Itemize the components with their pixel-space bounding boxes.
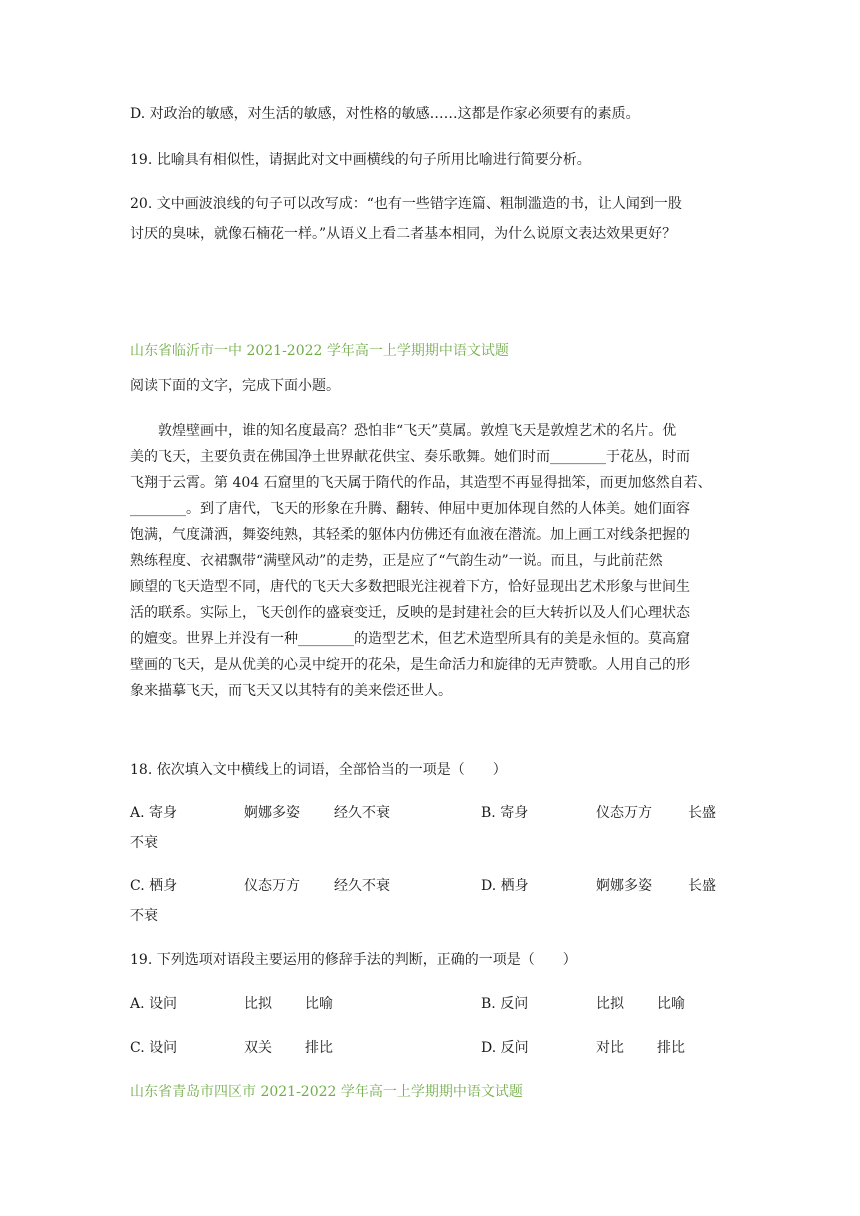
question-20-line-1: 20. 文中画波浪线的句子可以改写成：“也有一些错字连篇、粗制滥造的书，让人闻到一股 bbox=[130, 196, 682, 212]
q18-option-d-wrap: 不衰 bbox=[130, 908, 158, 924]
q18-option-b-word-3: 长盛 bbox=[688, 805, 716, 821]
q19-option-d-word-3: 排比 bbox=[657, 1040, 685, 1056]
question-19-stem: 19. 下列选项对语段主要运用的修辞手法的判断，正确的一项是（ ） bbox=[130, 952, 577, 968]
q18-option-b-label: B. 寄身 bbox=[481, 805, 529, 821]
passage-line: 饱满，气度潇洒，舞姿纯熟，其轻柔的躯体内仿佛还有血液在潜流。加上画工对线条把握的 bbox=[130, 527, 690, 543]
q19-option-c-word-2: 双关 bbox=[244, 1040, 272, 1056]
q19-option-b-word-2: 比拟 bbox=[596, 996, 624, 1012]
option-d-text: D. 对政治的敏感，对生活的敏感，对性格的敏感……这都是作家必须要有的素质。 bbox=[130, 106, 640, 122]
q19-option-c-label: C. 设问 bbox=[130, 1040, 178, 1056]
reading-instruction: 阅读下面的文字，完成下面小题。 bbox=[130, 378, 340, 394]
question-18-stem: 18. 依次填入文中横线上的词语，全部恰当的一项是（ ） bbox=[130, 762, 507, 778]
q19-option-b-word-3: 比喻 bbox=[657, 996, 685, 1012]
q18-option-a-word-3: 经久不衰 bbox=[334, 805, 390, 821]
q19-option-b-label: B. 反问 bbox=[481, 996, 529, 1012]
q18-option-c-word-3: 经久不衰 bbox=[334, 878, 390, 894]
q18-option-d-word-2: 婀娜多姿 bbox=[596, 878, 652, 894]
q19-option-a-label: A. 设问 bbox=[130, 996, 178, 1012]
q19-option-d-label: D. 反问 bbox=[481, 1040, 529, 1056]
q19-option-d-word-2: 对比 bbox=[596, 1040, 624, 1056]
source-heading-qingdao: 山东省青岛市四区市 2021-2022 学年高一上学期期中语文试题 bbox=[130, 1084, 523, 1100]
q19-option-a-word-2: 比拟 bbox=[244, 996, 272, 1012]
q18-option-c-label: C. 栖身 bbox=[130, 878, 178, 894]
passage-line: ________。到了唐代，飞天的形象在升腾、翻转、伸屈中更加体现自然的人体美。她们面容 bbox=[130, 501, 690, 517]
passage-line: 美的飞天，主要负责在佛国净土世界献花供宝、奏乐歌舞。她们时而________于花丛，时而 bbox=[130, 449, 690, 465]
question-19-text: 19. 比喻具有相似性，请据此对文中画横线的句子所用比喻进行简要分析。 bbox=[130, 152, 591, 168]
passage-line: 熟练程度、衣裙飘带“满壁风动”的走势，正是应了“气韵生动”一说。而且，与此前茫然 bbox=[130, 553, 663, 569]
q19-option-a-word-3: 比喻 bbox=[305, 996, 333, 1012]
passage-line: 顾望的飞天造型不同，唐代的飞天大多数把眼光注视着下方，恰好显现出艺术形象与世间生 bbox=[130, 579, 690, 595]
q18-option-d-label: D. 栖身 bbox=[481, 878, 529, 894]
passage-line: 壁画的飞天，是从优美的心灵中绽开的花朵，是生命活力和旋律的无声赞歌。人用自己的形 bbox=[130, 657, 690, 673]
source-heading-linyi: 山东省临沂市一中 2021-2022 学年高一上学期期中语文试题 bbox=[130, 343, 509, 359]
reading-passage bbox=[130, 418, 730, 704]
q18-option-d-word-3: 长盛 bbox=[688, 878, 716, 894]
q18-option-b-word-2: 仪态万方 bbox=[596, 805, 652, 821]
passage-line: 的嬗变。世界上并没有一种________的造型艺术，但艺术造型所具有的美是永恒的。莫高窟 bbox=[130, 631, 690, 647]
question-20-line-2: 讨厌的臭味，就像石楠花一样。”从语义上看二者基本相同，为什么说原文表达效果更好？ bbox=[130, 226, 677, 242]
passage-line: 敦煌壁画中，谁的知名度最高？恐怕非“飞天”莫属。敦煌飞天是敦煌艺术的名片。优 bbox=[130, 423, 677, 439]
q18-option-a-word-2: 婀娜多姿 bbox=[244, 805, 300, 821]
q18-option-a-label: A. 寄身 bbox=[130, 805, 178, 821]
q19-option-c-word-3: 排比 bbox=[305, 1040, 333, 1056]
passage-line: 象来描摹飞天，而飞天又以其特有的美来偿还世人。 bbox=[130, 683, 452, 699]
q18-option-c-word-2: 仪态万方 bbox=[244, 878, 300, 894]
passage-line: 飞翔于云霄。第 404 石窟里的飞天属于隋代的作品，其造型不再显得拙笨，而更加悠然自若、 bbox=[130, 475, 712, 491]
passage-line: 活的联系。实际上，飞天创作的盛衰变迁，反映的是封建社会的巨大转折以及人们心理状态 bbox=[130, 605, 690, 621]
q18-option-b-wrap: 不衰 bbox=[130, 835, 158, 851]
